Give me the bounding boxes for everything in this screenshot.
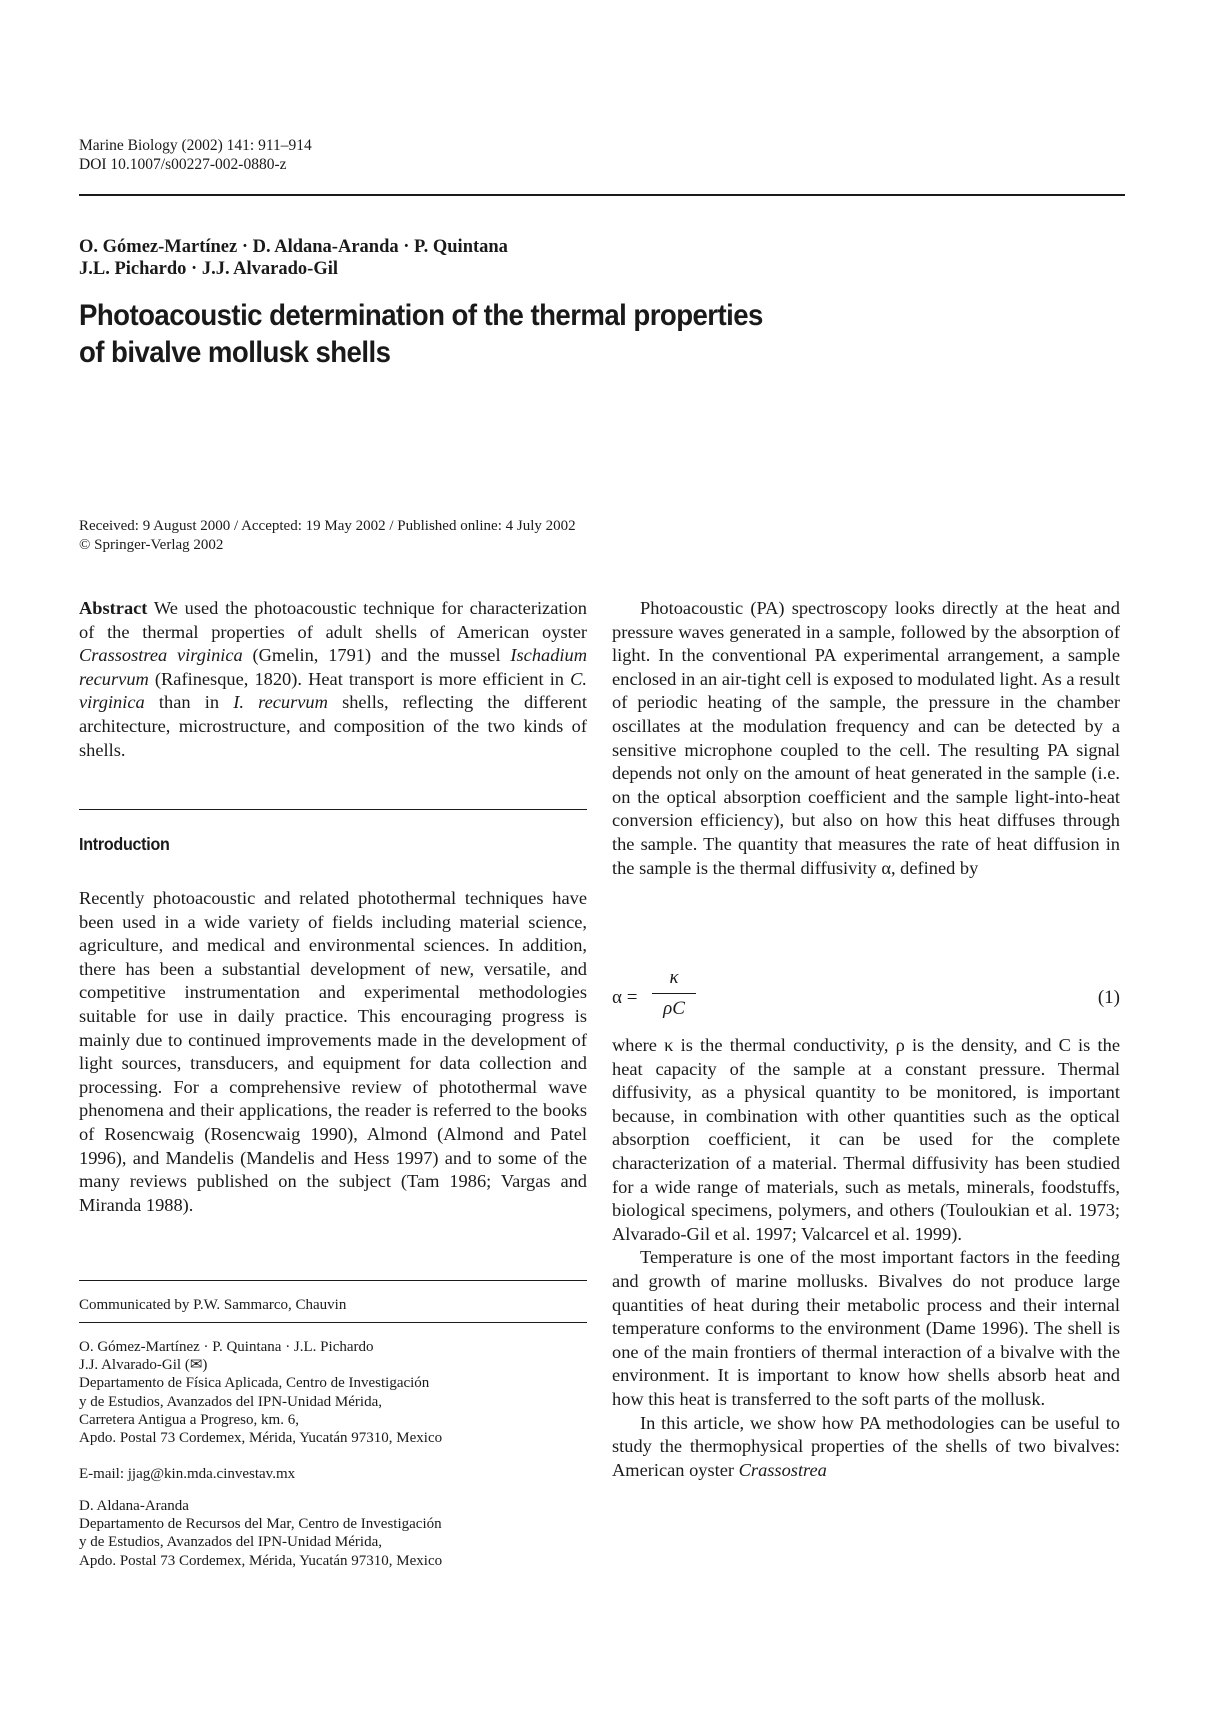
- affiliation-address: Apdo. Postal 73 Cordemex, Mérida, Yucatán 97310, Mexico: [79, 1430, 443, 1447]
- affiliation-address: Carretera Antigua a Progreso, km. 6,: [79, 1411, 299, 1428]
- email-address[interactable]: E-mail: jjag@kin.mda.cinvestav.mx: [79, 1466, 296, 1482]
- dates-line: Received: 9 August 2000 / Accepted: 19 May 2002 / Published online: 4 July 2002: [79, 518, 576, 534]
- affiliation-address: y de Estudios, Avanzados del IPN-Unidad Mérida,: [79, 1534, 382, 1551]
- author-line: O. Gómez-Martínez · D. Aldana-Aranda · P. Quintana: [79, 237, 508, 257]
- section-rule: [79, 809, 587, 810]
- body-column-right-cont: [612, 1034, 1120, 1482]
- species-name: I. recurvum: [233, 692, 328, 713]
- paragraph: Photoacoustic (PA) spectroscopy looks directly at the heat and pressure waves generated in a sample, followed by the absorption of light. In the conventional PA experimental arrangement, a sample enclosed in an air-tight cell is exposed to modulated light. As a result of periodic heating of the sample, the pressure in the chamber oscillates at the modulation frequency and can be detected by a sensitive microphone coupled to the cell. The resulting PA signal depends not only on the amount of heat generated in the sample (i.e. on the optical absorption coefficient and the sample light-into-heat conversion efficiency), but also on how this heat diffuses through the sample. The quantity that measures the rate of heat diffusion in the sample is the thermal diffusivity α, defined by: [612, 598, 1120, 878]
- species-name: Crassostrea virginica: [79, 645, 243, 666]
- affiliation-address: Apdo. Postal 73 Cordemex, Mérida, Yucatán 97310, Mexico: [79, 1552, 443, 1569]
- affiliation-names: J.J. Alvarado-Gil (✉): [79, 1357, 208, 1374]
- affiliation-address: Departamento de Recursos del Mar, Centro de Investigación: [79, 1516, 442, 1533]
- paragraph-text: In this article, we show how PA methodologies can be useful to study the thermophysical properties of the shells of two bivalves: American oyster: [612, 1412, 1120, 1480]
- author-line: J.L. Pichardo · J.J. Alvarado-Gil: [79, 259, 339, 279]
- paragraph: [612, 1412, 1120, 1483]
- communicated-by: Communicated by P.W. Sammarco, Chauvin: [79, 1297, 347, 1313]
- species-name: Crassostrea: [738, 1459, 827, 1480]
- title-line: of bivalve mollusk shells: [79, 336, 391, 369]
- affiliation-2: [79, 1497, 599, 1570]
- introduction-body: [79, 887, 587, 1217]
- body-column-right: [612, 597, 1120, 880]
- species-name: C. virginica: [79, 668, 587, 713]
- abstract-text: We used the photoacoustic technique for characterization of the thermal properties of adult shells of American oyster: [79, 598, 587, 642]
- equation-lhs: α =: [612, 987, 638, 1008]
- article-title: [79, 297, 907, 371]
- title-line: Photoacoustic determination of the thermal properties: [79, 299, 763, 332]
- paragraph: where κ is the thermal conductivity, ρ is the density, and C is the heat capacity of the sample at a constant pressure. Thermal diffusivity, as a physical quantity to be monitored, is important because, in combination with other quantities such as the optical absorption coefficient, it can be used for the complete characterization of a material. Thermal diffusivity has been studied for a wide range of materials, such as metals, minerals, foodstuffs, biological specimens, polymers, and others (Touloukian et al. 1973; Alvarado-Gil et al. 1997; Valcarcel et al. 1999).: [612, 1035, 1120, 1244]
- equation-number: (1): [1097, 987, 1120, 1008]
- journal-citation: [79, 136, 312, 174]
- abstract-text: (Gmelin, 1791) and the mussel: [242, 645, 511, 666]
- equation-numerator: κ: [669, 967, 679, 988]
- header-rule: [79, 194, 1125, 196]
- abstract-text: shells, reflecting the different architecture, microstructure, and composition of the two kinds of shells.: [79, 692, 587, 760]
- paragraph: Recently photoacoustic and related photothermal techniques have been used in a wide variety of fields including material science, agriculture, and medical and environmental sciences. In addition, there has been a substantial development of new, versatile, and competitive instrumentation and experimental methodologies suitable for use in daily practice. This encouraging progress is mainly due to continued improvements made in the development of light sources, transducers, and equipment for data collection and processing. For a comprehensive review of photothermal wave phenomena and their applications, the reader is referred to the books of Rosencwaig (Rosencwaig 1990), Almond (Almond and Patel 1996), and Mandelis (Mandelis and Hess 1997) and to some of the many reviews published on the subject (Tam 1986; Vargas and Miranda 1988).: [79, 888, 587, 1215]
- species-name: Ischadium recurvum: [79, 645, 587, 689]
- affiliation-1: [79, 1338, 599, 1447]
- equation-fraction: [652, 966, 696, 1021]
- equation-1: [612, 966, 1120, 1030]
- affiliation-address: Departamento de Física Aplicada, Centro de Investigación: [79, 1375, 430, 1392]
- abstract-label: Abstract: [79, 598, 148, 618]
- abstract-text: (Rafinesque, 1820). Heat transport is more efficient in: [148, 668, 571, 689]
- author-list: [79, 236, 508, 280]
- footnote-rule: [79, 1322, 587, 1323]
- affiliation-names: D. Aldana-Aranda: [79, 1498, 189, 1514]
- doi-line: DOI 10.1007/s00227-002-0880-z: [79, 156, 287, 173]
- equation-denominator: ρC: [663, 998, 685, 1019]
- fraction-bar: [652, 993, 696, 994]
- publication-dates: [79, 517, 576, 555]
- affiliation-address: y de Estudios, Avanzados del IPN-Unidad Mérida,: [79, 1393, 382, 1410]
- paragraph: Temperature is one of the most important factors in the feeding and growth of marine mollusks. Bivalves do not produce large quantities of heat during their metabolic process and their internal temperature conforms to the environment (Dame 1996). The shell is one of the main frontiers of thermal interaction of a bivalve with the environment. It is important to know how shells absorb heat and how this heat is transferred to the soft parts of the mollusk.: [612, 1247, 1120, 1409]
- copyright-line: © Springer-Verlag 2002: [79, 537, 224, 553]
- footnote-rule: [79, 1280, 587, 1281]
- affiliation-names: O. Gómez-Martínez · P. Quintana · J.L. Pichardo: [79, 1339, 374, 1355]
- section-heading: Introduction: [79, 834, 170, 854]
- journal-line: Marine Biology (2002) 141: 911–914: [79, 137, 312, 154]
- abstract: [79, 597, 587, 762]
- abstract-text: than in: [144, 692, 234, 713]
